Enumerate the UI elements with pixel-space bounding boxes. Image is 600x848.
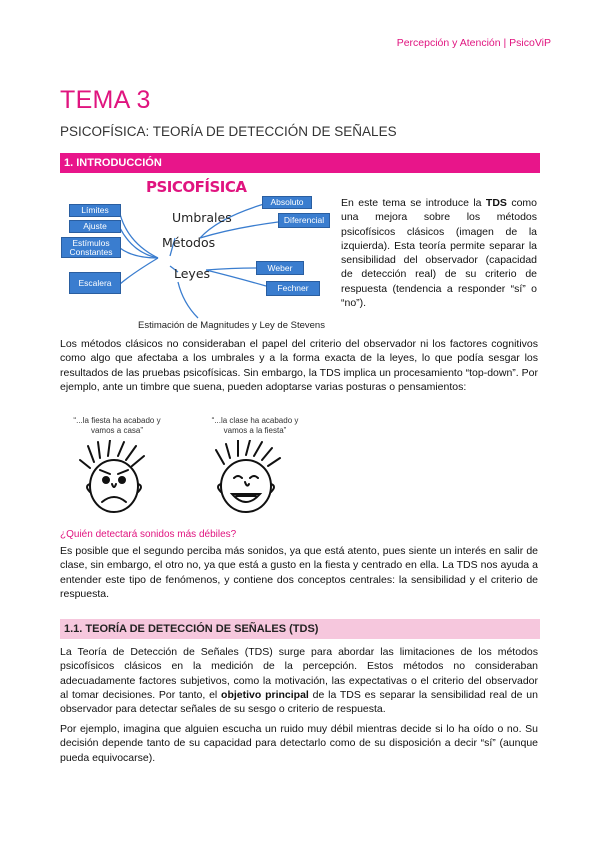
- page-subtitle: PSICOFÍSICA: TEORÍA DE DETECCIÓN DE SEÑALES: [60, 124, 397, 139]
- node-umbrales: Umbrales: [172, 210, 232, 225]
- section-heading-introduccion: 1. INTRODUCCIÓN: [60, 153, 540, 173]
- diagram-title: PSICOFÍSICA: [146, 178, 247, 196]
- box-estimulos-constantes: Estímulos Constantes: [61, 237, 121, 258]
- paragraph-metodos-clasicos: Los métodos clásicos no consideraban el papel del criterio del observador ni los factores cognitivos como algo que afectaba a los umbrales y a la forma exacta de la leyes, lo que podía sesgar los resultados de las pruebas psicofísicas. Sin embargo, la TDS implica un procesamiento “top-down”. Por ejemplo, ante un timbre que suena, pueden adoptarse varias posturas o pensamientos:: [60, 338, 538, 393]
- psicofisica-diagram: [58, 178, 332, 333]
- diagram-caption: Estimación de Magnitudes y Ley de Stevens: [138, 320, 325, 331]
- objetivo-principal-bold: objetivo principal: [221, 688, 309, 701]
- happy-face-icon: [210, 440, 290, 518]
- tds-text-end: de la TDS es separar la sensibilidad real de un observador para detectar señales de su sesgo o criterio de respuesta.: [60, 688, 538, 716]
- box-weber: Weber: [256, 261, 304, 275]
- header-note: Percepción y Atención | PsicoViP: [396, 37, 551, 49]
- intro-text-end: como una mejora sobre los métodos psicofísicos clásicos (imagen de la izquierda). Esta teoría permite separar la sensibilidad del observador (capacidad de detección real) de su criterio de respuesta (tendencia a responder “sí” o “no”).: [341, 197, 538, 310]
- node-leyes: Leyes: [174, 266, 211, 281]
- box-fechner: Fechner: [266, 281, 320, 296]
- faces-illustration: [60, 416, 320, 521]
- node-metodos: Métodos: [162, 235, 216, 250]
- box-diferencial: Diferencial: [278, 213, 330, 228]
- sad-face-caption: “...la fiesta ha acabado y vamos a casa”: [73, 416, 161, 435]
- sad-face-icon: [78, 440, 158, 518]
- section-heading-tds: 1.1. TEORÍA DE DETECCIÓN DE SEÑALES (TDS): [60, 619, 540, 639]
- question-text: ¿Quién detectará sonidos más débiles?: [60, 529, 237, 540]
- paragraph-explicacion: Es posible que el segundo perciba más sonidos, ya que está atento, pues siente un interés en salir de clase, sin embargo, el otro no, ya que está a gusto en la fiesta y centrado en ella. La TDS nos ayuda a entender este tipo de fenómenos, y contiene dos conceptos centrales: la sensibilidad y el criterio de respuesta.: [60, 545, 538, 600]
- box-absoluto: Absoluto: [262, 196, 312, 209]
- box-ajuste: Ajuste: [69, 220, 121, 233]
- paragraph-tds-definicion: [60, 645, 538, 716]
- paragraph-ejemplo: Por ejemplo, imagina que alguien escucha un ruido muy débil mientras decide si lo ha oído o no. Su decisión depende tanto de su capacidad para detectarlo como de su disposición a decir “sí” (aunque pueda equivocarse).: [60, 723, 538, 764]
- intro-tds-bold: TDS: [485, 197, 507, 209]
- intro-paragraph: [341, 196, 537, 310]
- box-escalera: Escalera: [69, 272, 121, 294]
- page-title: TEMA 3: [60, 86, 151, 114]
- box-limites: Límites: [69, 204, 121, 217]
- intro-text-start: En este tema se introduce la: [341, 197, 486, 209]
- happy-face-caption: “...la clase ha acabado y vamos a la fiesta”: [211, 416, 299, 435]
- tds-text-start: La Teoría de Detección de Señales (TDS) surge para abordar las limitaciones de los métodos psicofísicos clásicos en la medición de la percepción. Estos métodos no consideraban adecuadamente factores subjetivos, como la motivación, las expectativas o el criterio del observador al tomar decisiones. Por tanto, el: [60, 646, 538, 701]
